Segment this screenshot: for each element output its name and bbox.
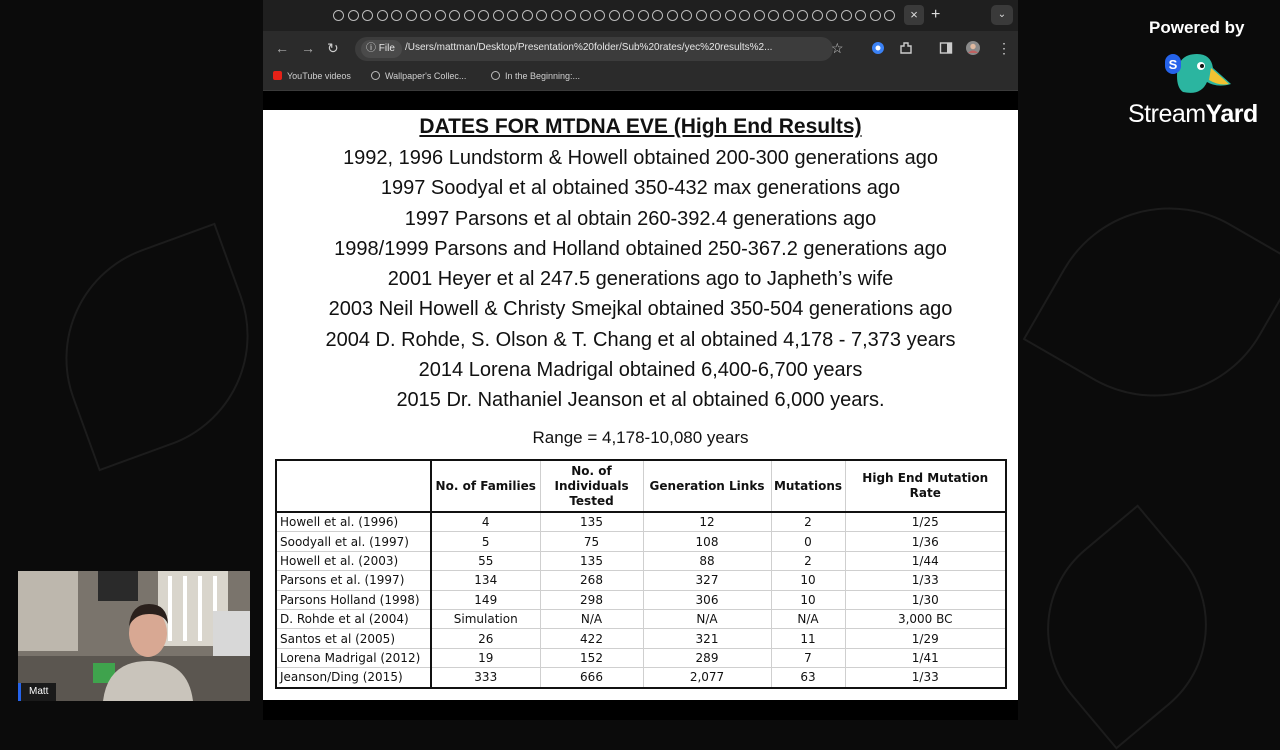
- cell-mutations: 2: [771, 512, 845, 532]
- table-header-row: [276, 460, 1006, 512]
- cell-mutations: 7: [771, 648, 845, 667]
- cell-mutations: 10: [771, 571, 845, 590]
- cell-study: Parsons Holland (1998): [276, 590, 431, 609]
- background-leaf-decoration: [1023, 163, 1280, 442]
- cell-families: 149: [431, 590, 540, 609]
- tab-favicon-icon[interactable]: [710, 10, 721, 21]
- bookmark-label: Wallpaper's Collec...: [385, 71, 467, 81]
- cell-mutations: 63: [771, 668, 845, 688]
- bookmark-youtube-videos[interactable]: [273, 71, 351, 81]
- column-header-individuals: No. of Individuals Tested: [540, 460, 643, 512]
- tab-favicon-icon[interactable]: [870, 10, 881, 21]
- cell-individuals: 152: [540, 648, 643, 667]
- tab-favicon-icon[interactable]: [580, 10, 591, 21]
- close-tab-button[interactable]: ×: [904, 5, 924, 25]
- cell-individuals: 298: [540, 590, 643, 609]
- address-bar[interactable]: [355, 37, 844, 61]
- globe-icon: [371, 71, 380, 80]
- globe-icon: [491, 71, 500, 80]
- webcam-scene: [18, 571, 250, 701]
- bookmark-star-icon[interactable]: ☆: [831, 40, 844, 56]
- cell-families: 26: [431, 629, 540, 648]
- cell-generation-links: 108: [643, 532, 771, 551]
- cell-mutations: 11: [771, 629, 845, 648]
- tab-favicon-icon[interactable]: [783, 10, 794, 21]
- bookmark-label: In the Beginning:...: [505, 71, 581, 81]
- svg-text:S: S: [1168, 57, 1178, 72]
- result-line: 2004 D. Rohde, S. Olson & T. Chang et al obtained 4,178 - 7,373 years: [325, 328, 956, 351]
- bookmarks-bar: [263, 65, 1018, 91]
- tab-favicon-icon[interactable]: [667, 10, 678, 21]
- webcam-video-tile: [18, 571, 250, 701]
- range-summary: Range = 4,178-10,080 years: [532, 428, 749, 447]
- table-row: [276, 590, 1006, 609]
- tab-favicon-icon[interactable]: [565, 10, 576, 21]
- tab-favicon-icon[interactable]: [826, 10, 837, 21]
- cell-study: Parsons et al. (1997): [276, 571, 431, 590]
- cell-individuals: 75: [540, 532, 643, 551]
- cell-families: Simulation: [431, 609, 540, 628]
- cell-generation-links: 327: [643, 571, 771, 590]
- sidebar-icon[interactable]: [939, 41, 953, 55]
- extension-icon[interactable]: [871, 41, 885, 55]
- tab-favicon-icon[interactable]: [333, 10, 344, 21]
- file-chip-label: File: [378, 43, 395, 54]
- cell-study: Howell et al. (2003): [276, 551, 431, 570]
- cell-generation-links: 306: [643, 590, 771, 609]
- table-row: [276, 648, 1006, 667]
- background-leaf-decoration: [33, 223, 282, 472]
- table-row: [276, 609, 1006, 628]
- cell-mutation-rate: 1/41: [845, 648, 1006, 667]
- tab-favicon-icon[interactable]: [420, 10, 431, 21]
- tab-favicon-icon[interactable]: [449, 10, 460, 21]
- table-row: [276, 512, 1006, 532]
- result-line: 2014 Lorena Madrigal obtained 6,400-6,700 years: [418, 359, 863, 382]
- cell-families: 5: [431, 532, 540, 551]
- tab-favicon-icon[interactable]: [797, 10, 808, 21]
- result-line: 2015 Dr. Nathaniel Jeanson et al obtained 6,000 years.: [396, 389, 885, 412]
- brand-regular-text: Stream: [1128, 100, 1206, 128]
- reload-icon[interactable]: ↻: [327, 40, 339, 56]
- cell-mutation-rate: 3,000 BC: [845, 609, 1006, 628]
- cell-individuals: 135: [540, 551, 643, 570]
- tab-favicon-icon[interactable]: [725, 10, 736, 21]
- cell-families: 134: [431, 571, 540, 590]
- tab-favicon-icon[interactable]: [362, 10, 373, 21]
- tab-favicon-icon[interactable]: [348, 10, 359, 21]
- column-header-mutation-rate: High End Mutation Rate: [845, 460, 1006, 512]
- result-line: 1992, 1996 Lundstorm & Howell obtained 200-300 generations ago: [343, 147, 938, 169]
- cell-mutations: 0: [771, 532, 845, 551]
- cell-individuals: 268: [540, 571, 643, 590]
- tab-favicon-icon[interactable]: [609, 10, 620, 21]
- tab-favicon-icon[interactable]: [855, 10, 866, 21]
- tab-favicon-icon[interactable]: [884, 10, 895, 21]
- mutation-rate-table: [275, 459, 1007, 689]
- cell-study: Soodyall et al. (1997): [276, 532, 431, 551]
- url-text[interactable]: /Users/mattman/Desktop/Presentation%20folder/Sub%20rates/yec%20results%2...: [405, 42, 773, 53]
- result-line: 1997 Parsons et al obtain 260-392.4 generations ago: [404, 207, 877, 230]
- tab-favicon-icon[interactable]: [377, 10, 388, 21]
- cell-individuals: 422: [540, 629, 643, 648]
- tab-favicon-icon[interactable]: [812, 10, 823, 21]
- bookmark-label: YouTube videos: [287, 71, 351, 81]
- tab-favicon-icon[interactable]: [696, 10, 707, 21]
- cell-generation-links: 88: [643, 551, 771, 570]
- presentation-slide: [263, 110, 1018, 700]
- cell-study: Santos et al (2005): [276, 629, 431, 648]
- tab-favicon-icon[interactable]: [522, 10, 533, 21]
- cell-study: Lorena Madrigal (2012): [276, 648, 431, 667]
- tab-favicon-icon[interactable]: [594, 10, 605, 21]
- tab-favicon-icon[interactable]: [739, 10, 750, 21]
- bookmark-wallpapers[interactable]: [371, 71, 466, 81]
- cell-mutation-rate: 1/25: [845, 512, 1006, 532]
- cell-mutations: N/A: [771, 609, 845, 628]
- tab-favicon-icon[interactable]: [391, 10, 402, 21]
- cell-generation-links: N/A: [643, 609, 771, 628]
- brand-bold-text: Yard: [1205, 100, 1258, 128]
- column-header-study: [276, 460, 431, 512]
- cell-mutation-rate: 1/29: [845, 629, 1006, 648]
- table-row: [276, 551, 1006, 570]
- column-header-mutations: Mutations: [771, 460, 845, 512]
- tab-favicon-icon[interactable]: [493, 10, 504, 21]
- tab-favicon-icon[interactable]: [464, 10, 475, 21]
- back-arrow-icon[interactable]: ←: [275, 40, 289, 56]
- tab-favicon-icon[interactable]: [435, 10, 446, 21]
- result-line: 1997 Soodyal et al obtained 350-432 max generations ago: [380, 177, 901, 200]
- tab-favicon-icon[interactable]: [406, 10, 417, 21]
- cell-families: 55: [431, 551, 540, 570]
- forward-arrow-icon[interactable]: →: [301, 40, 315, 56]
- cell-generation-links: 289: [643, 648, 771, 667]
- slide-title: DATES FOR MTDNA EVE (High End Results): [419, 115, 862, 138]
- result-line: 2003 Neil Howell & Christy Smejkal obtained 350-504 generations ago: [328, 298, 953, 321]
- puzzle-icon[interactable]: [899, 41, 913, 55]
- cell-generation-links: 2,077: [643, 668, 771, 688]
- background-leaf-decoration: [1004, 504, 1249, 749]
- tab-search-button[interactable]: ⌄: [991, 5, 1013, 25]
- tab-favicon-icon[interactable]: [652, 10, 663, 21]
- browser-toolbar: [263, 31, 1018, 65]
- cell-mutation-rate: 1/30: [845, 590, 1006, 609]
- menu-kebab-icon[interactable]: ⋮: [997, 40, 1011, 56]
- cell-mutations: 2: [771, 551, 845, 570]
- powered-by-label: Powered by: [1149, 18, 1245, 37]
- cell-generation-links: 321: [643, 629, 771, 648]
- cell-mutation-rate: 1/33: [845, 571, 1006, 590]
- info-icon: ⓘ: [366, 43, 379, 54]
- tab-favicon-icon[interactable]: [754, 10, 765, 21]
- youtube-icon: [273, 71, 282, 80]
- new-tab-button[interactable]: +: [931, 6, 941, 23]
- tab-favicon-icon[interactable]: [841, 10, 852, 21]
- streamyard-duck-logo-icon: [1163, 46, 1233, 98]
- cell-mutation-rate: 1/44: [845, 551, 1006, 570]
- file-scheme-chip[interactable]: [361, 40, 402, 58]
- tab-favicon-icon[interactable]: [638, 10, 649, 21]
- date-results-list: [263, 143, 1018, 416]
- streamyard-wordmark: [1128, 100, 1258, 129]
- tab-favicon-icon[interactable]: [623, 10, 634, 21]
- cell-mutations: 10: [771, 590, 845, 609]
- table-row: [276, 571, 1006, 590]
- cell-families: 19: [431, 648, 540, 667]
- tab-strip: [263, 0, 1018, 31]
- cell-mutation-rate: 1/36: [845, 532, 1006, 551]
- tab-favicon-icon[interactable]: [681, 10, 692, 21]
- tab-favicon-icon[interactable]: [507, 10, 518, 21]
- tab-favicon-icon[interactable]: [536, 10, 547, 21]
- column-header-generation-links: Generation Links: [643, 460, 771, 512]
- bookmark-in-the-beginning[interactable]: [491, 71, 580, 81]
- cell-study: D. Rohde et al (2004): [276, 609, 431, 628]
- cell-study: Howell et al. (1996): [276, 512, 431, 532]
- tab-favicon-icon[interactable]: [551, 10, 562, 21]
- cell-families: 333: [431, 668, 540, 688]
- table-row: [276, 532, 1006, 551]
- cell-individuals: N/A: [540, 609, 643, 628]
- result-line: 1998/1999 Parsons and Holland obtained 250-367.2 generations ago: [334, 237, 947, 260]
- cell-mutation-rate: 1/33: [845, 668, 1006, 688]
- table-row: [276, 668, 1006, 688]
- tab-favicon-icon[interactable]: [478, 10, 489, 21]
- column-header-families: No. of Families: [431, 460, 540, 512]
- cell-individuals: 135: [540, 512, 643, 532]
- participant-name-tag: Matt: [18, 683, 56, 701]
- cell-generation-links: 12: [643, 512, 771, 532]
- tab-favicon-icon[interactable]: [768, 10, 779, 21]
- cell-families: 4: [431, 512, 540, 532]
- result-line: 2001 Heyer et al 247.5 generations ago to Japheth’s wife: [387, 268, 894, 291]
- table-row: [276, 629, 1006, 648]
- cell-study: Jeanson/Ding (2015): [276, 668, 431, 688]
- cell-individuals: 666: [540, 668, 643, 688]
- profile-avatar-icon[interactable]: [965, 41, 981, 57]
